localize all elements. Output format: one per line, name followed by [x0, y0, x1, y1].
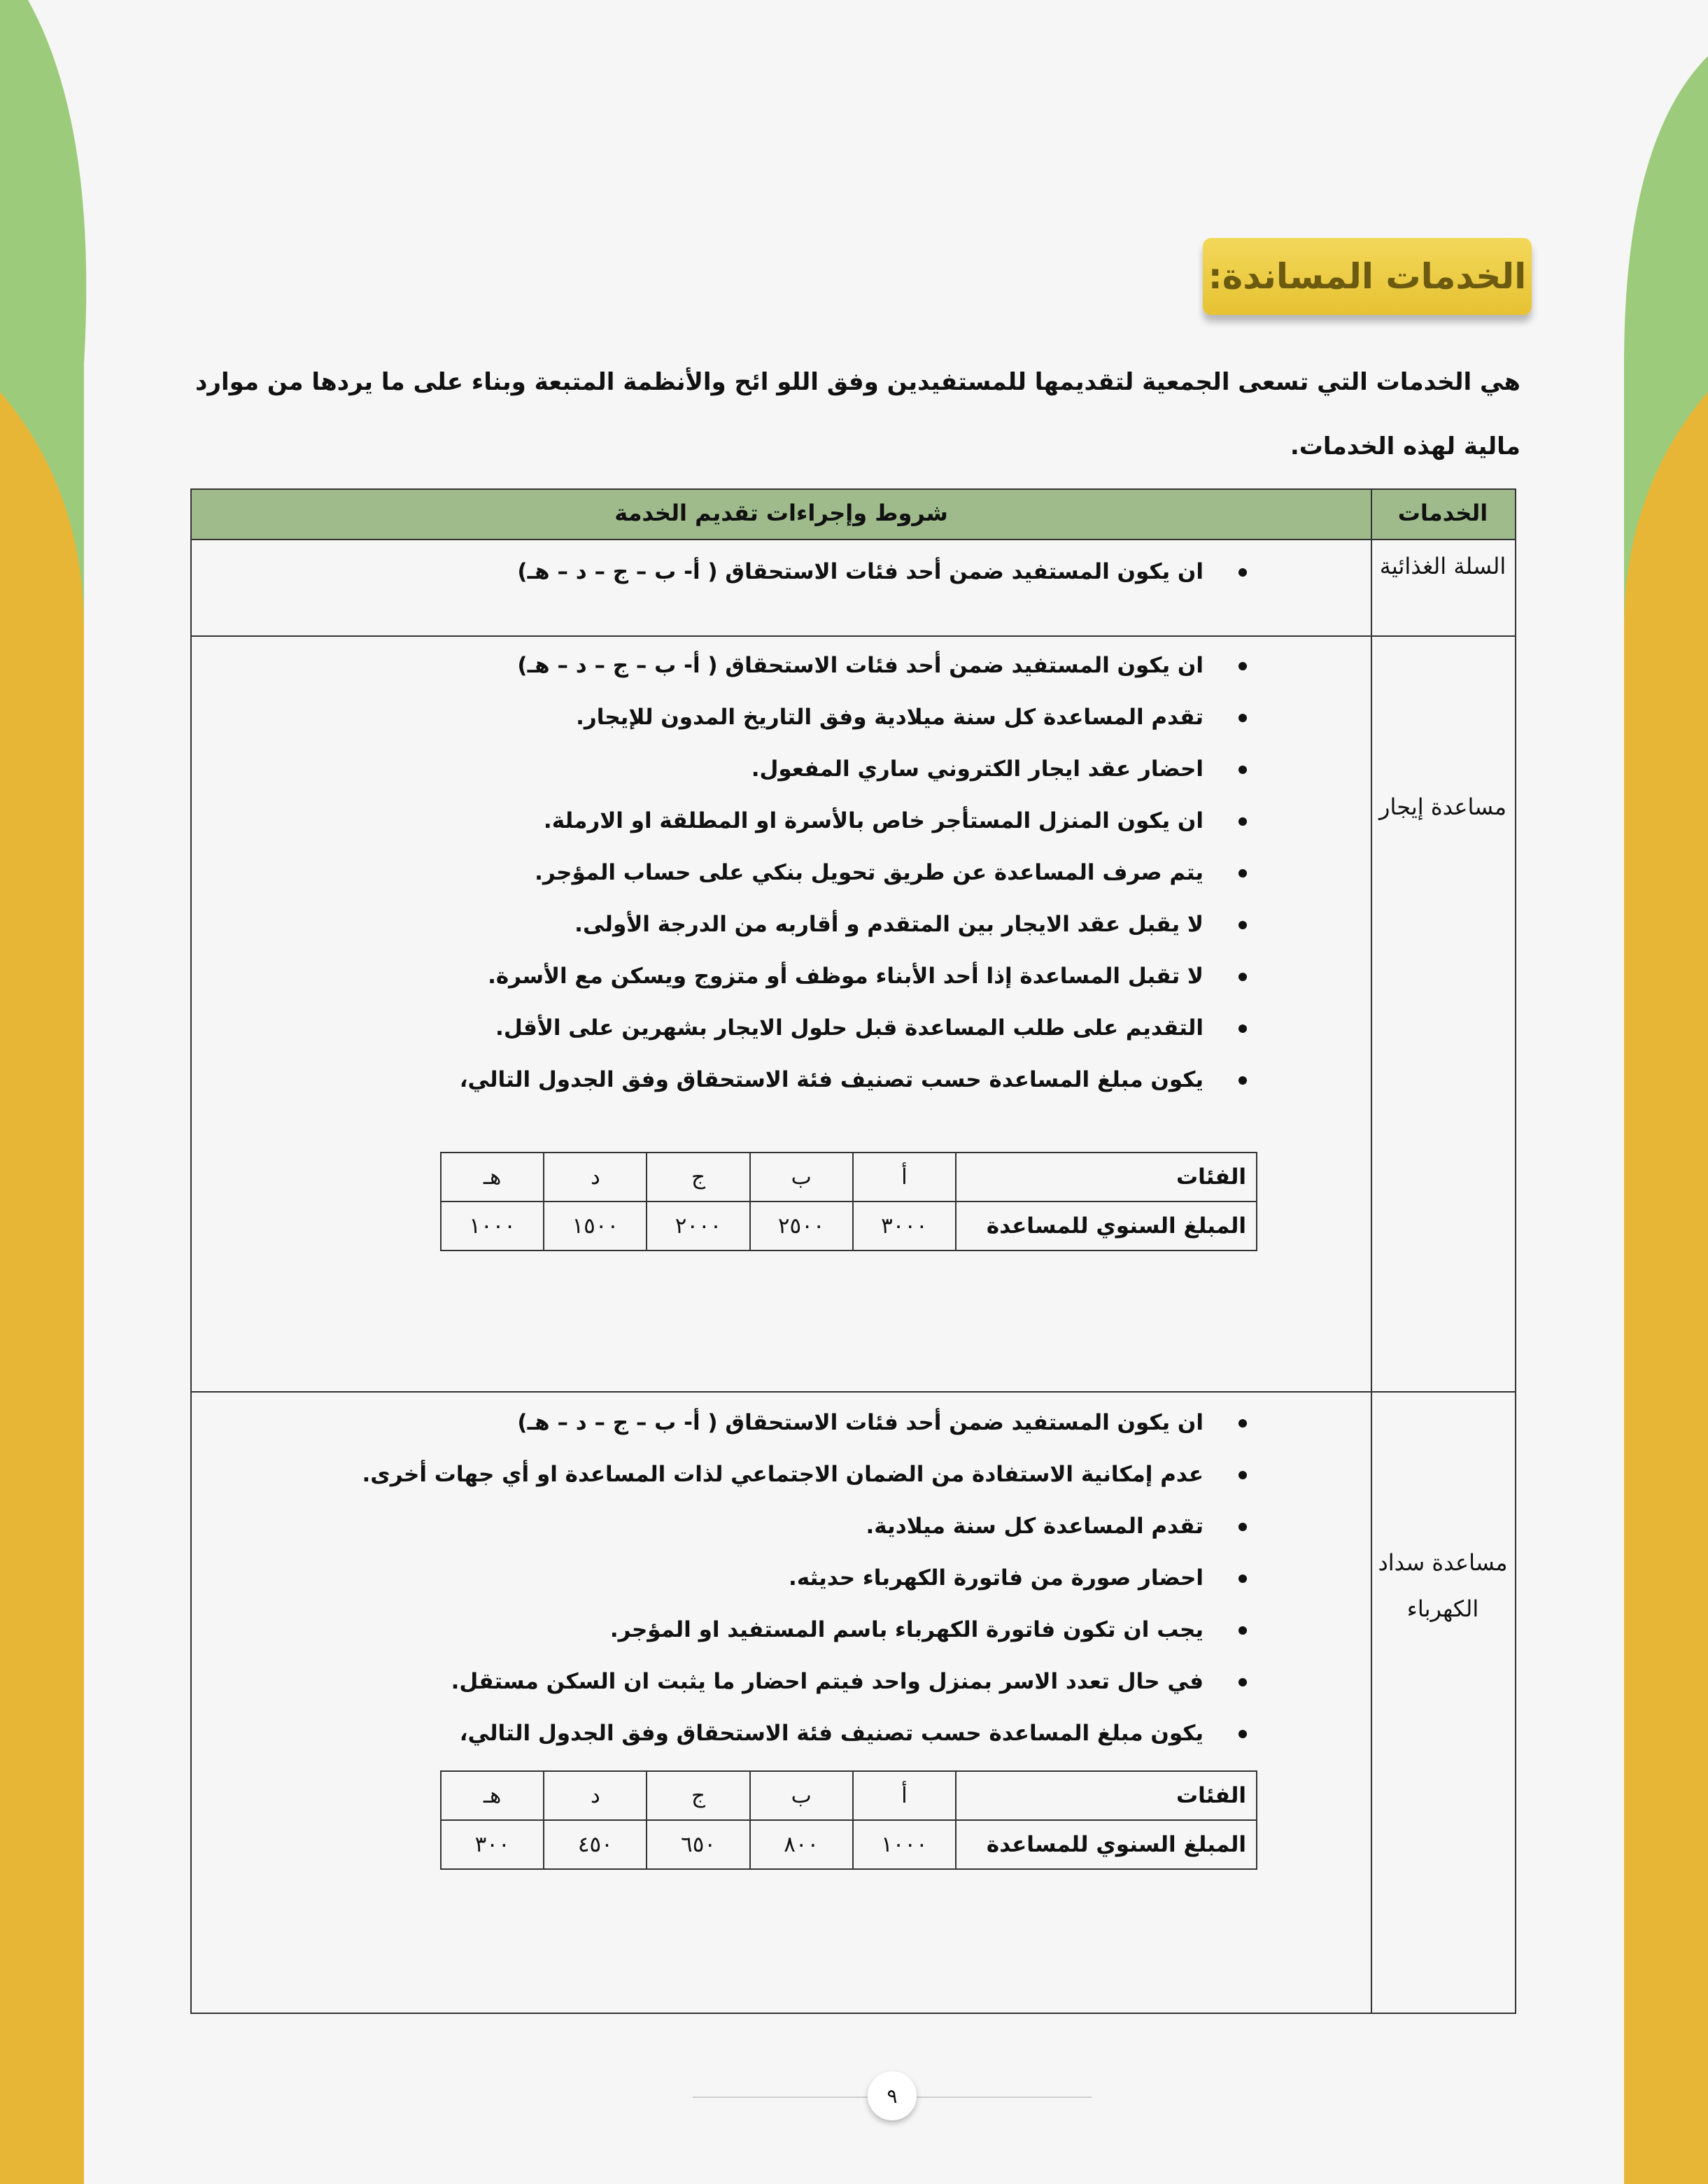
category-cell: ج — [647, 1153, 749, 1202]
food-basket-conditions — [517, 546, 1252, 598]
category-cell: هـ — [441, 1771, 544, 1820]
category-cell: ج — [647, 1771, 749, 1820]
row-divider — [192, 635, 1515, 637]
amount-cell: ٤٥٠ — [544, 1820, 647, 1869]
table-row — [441, 1771, 1257, 1820]
list-item: يكون مبلغ المساعدة حسب تصنيف فئة الاستحقاق وفق الجدول التالي، — [460, 1054, 1252, 1106]
section-title-box — [1203, 238, 1532, 315]
list-item: يجب ان تكون فاتورة الكهرباء باسم المستفيد او المؤجر. — [362, 1604, 1252, 1656]
list-item: عدم إمكانية الاستفادة من الضمان الاجتماعي لذات المساعدة او أي جهات أخرى. — [362, 1449, 1252, 1500]
table-row — [441, 1202, 1257, 1250]
list-item: ان يكون المنزل المستأجر خاص بالأسرة او المطلقة او الارملة. — [460, 795, 1252, 847]
categories-label: الفئات — [956, 1771, 1257, 1820]
list-item: لا تقبل المساعدة إذا أحد الأبناء موظف أو متزوج ويسكن مع الأسرة. — [460, 950, 1252, 1002]
page-number-line — [693, 2097, 868, 2098]
list-item: في حال تعدد الاسر بمنزل واحد فيتم احضار ما يثبت ان السكن مستقل. — [362, 1656, 1252, 1707]
category-cell: أ — [853, 1771, 956, 1820]
table-row — [441, 1820, 1257, 1869]
left-decoration — [0, 0, 105, 2184]
service-electricity-assistance: مساعدة سداد الكهرباء — [1378, 1549, 1508, 1622]
category-cell: ب — [750, 1153, 853, 1202]
list-item: ان يكون المستفيد ضمن أحد فئات الاستحقاق ( أ- ب – ج – د – هـ) — [362, 1397, 1252, 1449]
amount-cell: ٦٥٠ — [647, 1820, 749, 1869]
amount-cell: ٣٠٠ — [441, 1820, 544, 1869]
list-item: يكون مبلغ المساعدة حسب تصنيف فئة الاستحقاق وفق الجدول التالي، — [362, 1707, 1252, 1759]
services-table — [190, 488, 1516, 2014]
page-number-line — [917, 2097, 1092, 2098]
list-item: لا يقبل عقد الايجار بين المتقدم و أقاربه من الدرجة الأولى. — [460, 899, 1252, 950]
category-cell: ب — [750, 1771, 853, 1820]
list-item: يتم صرف المساعدة عن طريق تحويل بنكي على حساب المؤجر. — [460, 847, 1252, 899]
table-row — [441, 1153, 1257, 1202]
electricity-amount-table — [440, 1770, 1257, 1870]
service-food-basket: السلة الغذائية — [1379, 553, 1506, 579]
electricity-assistance-conditions — [362, 1397, 1252, 1759]
list-item: تقدم المساعدة كل سنة ميلادية وفق التاريخ المدون للإيجار. — [460, 691, 1252, 743]
list-item: احضار عقد ايجار الكتروني ساري المفعول. — [460, 743, 1252, 795]
page-number: ٩ — [868, 2071, 917, 2120]
list-item: ان يكون المستفيد ضمن أحد فئات الاستحقاق ( أ- ب – ج – د – هـ) — [460, 640, 1252, 691]
amount-cell: ١٠٠٠ — [853, 1820, 956, 1869]
amount-cell: ٣٠٠٠ — [853, 1202, 956, 1250]
header-services: الخدمات — [1397, 500, 1488, 526]
amount-label: المبلغ السنوي للمساعدة — [956, 1202, 1257, 1250]
intro-paragraph: هي الخدمات التي تسعى الجمعية لتقديمها للمستفيدين وفق اللو ائح والأنظمة المتبعة وبناء على ما يردها من موارد مالية لهذه الخدمات. — [195, 368, 1520, 460]
rent-assistance-conditions — [460, 640, 1252, 1106]
categories-label: الفئات — [956, 1153, 1257, 1202]
rent-amount-table — [440, 1152, 1257, 1251]
service-rent-assistance: مساعدة إيجار — [1379, 794, 1506, 820]
category-cell: أ — [853, 1153, 956, 1202]
category-cell: د — [544, 1771, 647, 1820]
right-decoration — [1603, 0, 1708, 2184]
amount-label: المبلغ السنوي للمساعدة — [956, 1820, 1257, 1869]
list-item: ان يكون المستفيد ضمن أحد فئات الاستحقاق ( أ- ب – ج – د – هـ) — [517, 546, 1252, 598]
table-header — [192, 490, 1515, 540]
column-divider — [1371, 490, 1372, 2013]
amount-cell: ٢٥٠٠ — [750, 1202, 853, 1250]
amount-cell: ١٥٠٠ — [544, 1202, 647, 1250]
row-divider — [192, 1391, 1515, 1393]
list-item: تقدم المساعدة كل سنة ميلادية. — [362, 1500, 1252, 1552]
amount-cell: ١٠٠٠ — [441, 1202, 544, 1250]
list-item: التقديم على طلب المساعدة قبل حلول الايجار بشهرين على الأقل. — [460, 1002, 1252, 1054]
category-cell: د — [544, 1153, 647, 1202]
header-conditions: شروط وإجراءات تقديم الخدمة — [614, 500, 948, 526]
amount-cell: ٢٠٠٠ — [647, 1202, 749, 1250]
category-cell: هـ — [441, 1153, 544, 1202]
list-item: احضار صورة من فاتورة الكهرباء حديثه. — [362, 1552, 1252, 1604]
section-title: الخدمات المساندة: — [1208, 256, 1527, 297]
amount-cell: ٨٠٠ — [750, 1820, 853, 1869]
